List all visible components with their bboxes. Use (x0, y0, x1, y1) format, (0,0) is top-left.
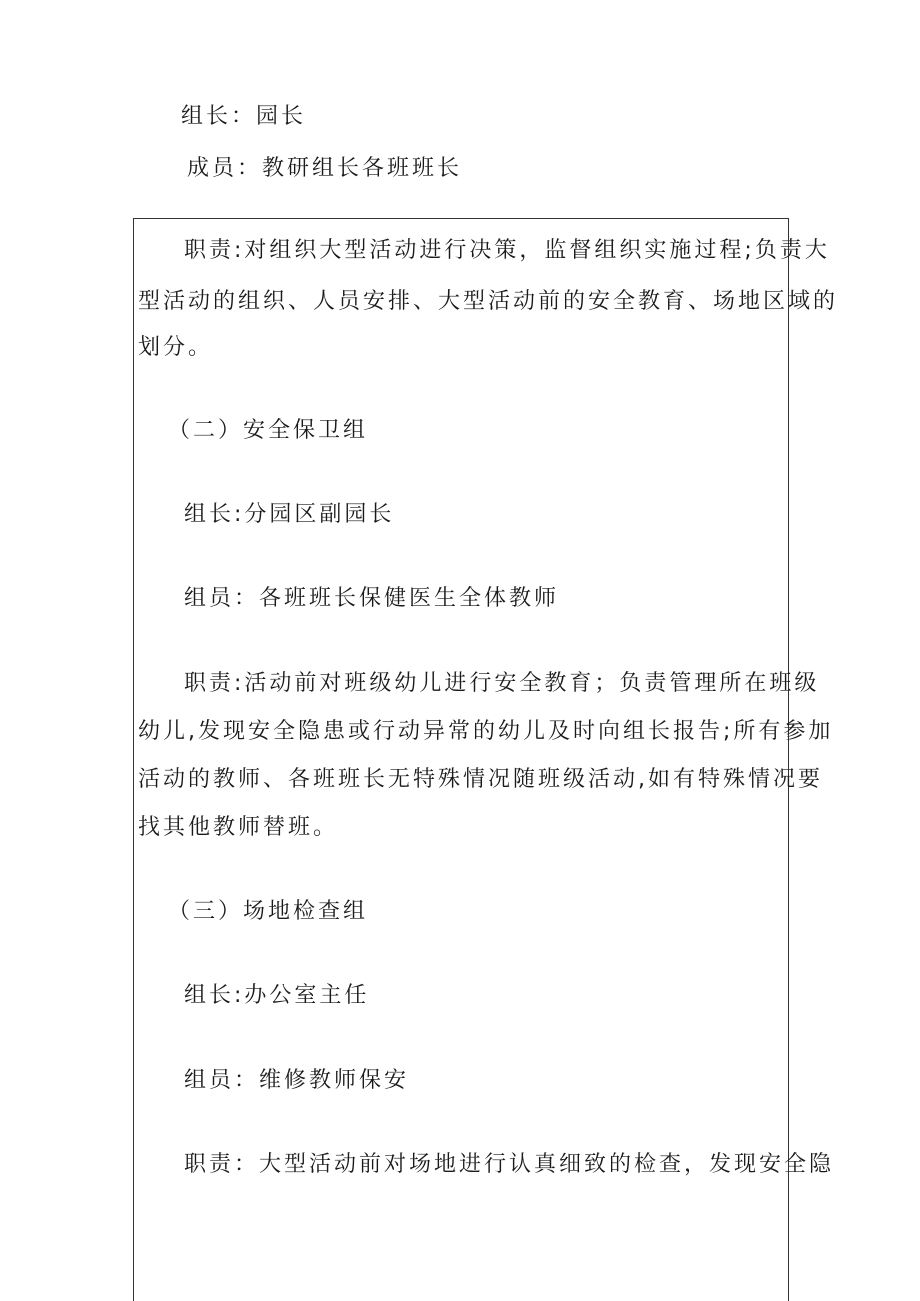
group-leader-line: 组长：园长 (181, 104, 307, 129)
site-leader-line: 组长:办公室主任 (184, 983, 370, 1008)
duty-text-2-line-4: 找其他教师替班。 (138, 815, 339, 840)
section-title-site-inspection: （三）场地检查组 (168, 899, 369, 924)
duty-text-3-line-1: 职责：大型活动前对场地进行认真细致的检查，发现安全隐 (184, 1152, 835, 1177)
section-title-security: （二）安全保卫组 (168, 418, 369, 443)
duty-text-2-line-3: 活动的教师、各班班长无特殊情况随班级活动,如有特殊情况要 (138, 767, 823, 792)
duty-text-1-line-1: 职责:对组织大型活动进行决策，监督组织实施过程;负责大 (184, 238, 830, 263)
duty-text-2-line-1: 职责:活动前对班级幼儿进行安全教育；负责管理所在班级 (184, 671, 820, 696)
duty-text-2-line-2: 幼儿,发现安全隐患或行动异常的幼儿及时向组长报告;所有参加 (138, 719, 834, 744)
content-table-frame (133, 218, 789, 1301)
security-leader-line: 组长:分园区副园长 (184, 502, 395, 527)
duty-text-1-line-3: 划分。 (138, 335, 214, 360)
security-members-line: 组员：各班班长保健医生全体教师 (184, 586, 560, 611)
site-members-line: 组员：维修教师保安 (184, 1068, 410, 1093)
group-members-line: 成员：教研组长各班班长 (187, 156, 463, 181)
duty-text-1-line-2: 型活动的组织、人员安排、大型活动前的安全教育、场地区域的 (138, 289, 839, 314)
